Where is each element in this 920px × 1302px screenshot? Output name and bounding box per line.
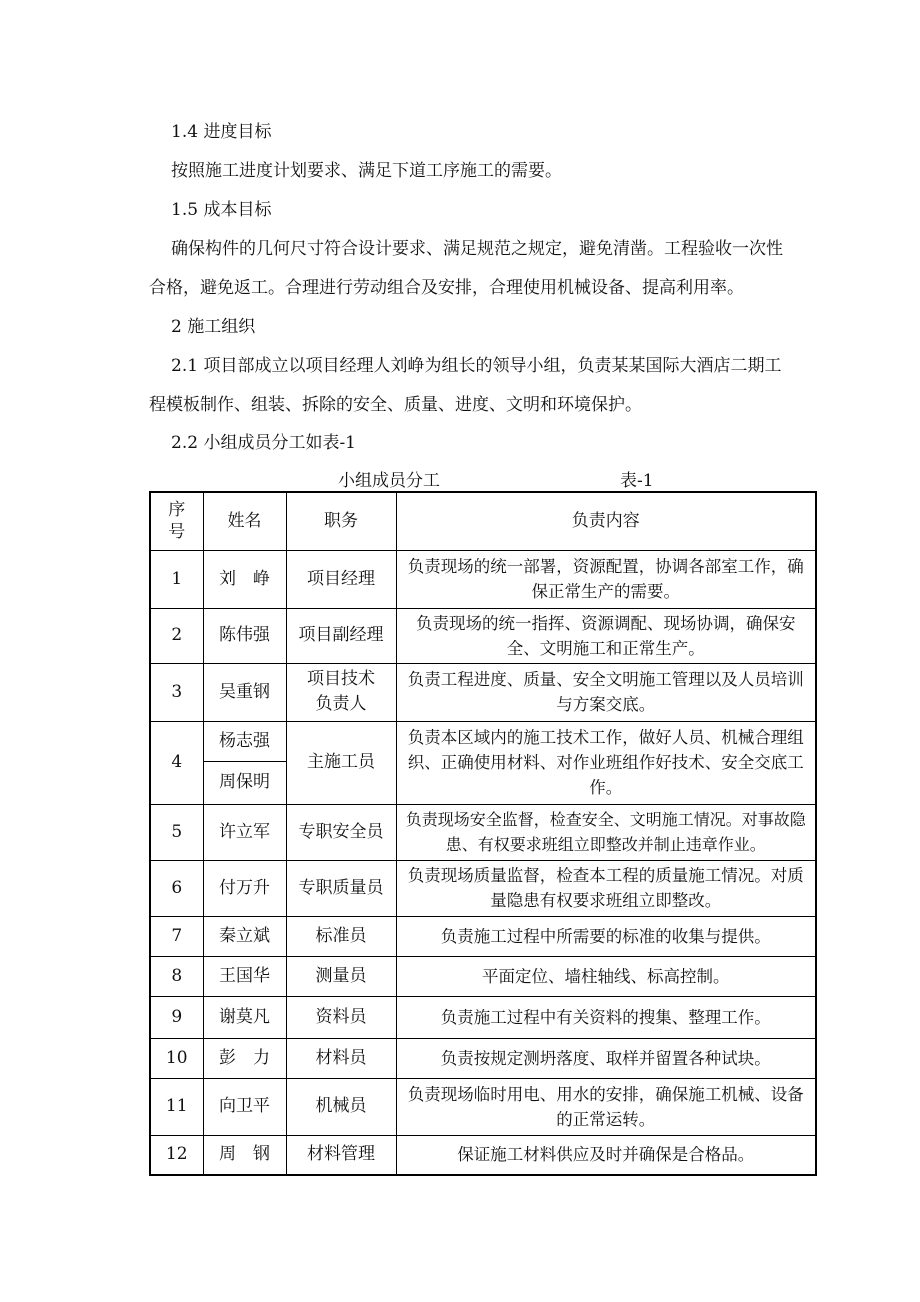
section-1-5-heading: 1.5 成本目标 [171, 200, 272, 220]
cell-role: 主施工员 [286, 721, 396, 804]
cell-duty: 负责按规定测坍落度、取样并留置各种试块。 [396, 1038, 816, 1078]
table-row [150, 1135, 816, 1175]
header-duty: 负责内容 [396, 492, 816, 550]
section-2-1-text-line1: 2.1 项目部成立以项目经理人刘峥为组长的领导小组，负责某某国际大酒店二期工 [171, 356, 782, 376]
cell-name: 吴重钢 [203, 663, 286, 721]
table-header-row [150, 492, 816, 550]
table-caption-ref: 表-1 [620, 471, 654, 491]
cell-no: 4 [150, 721, 203, 804]
cell-duty: 负责施工过程中所需要的标准的收集与提供。 [396, 916, 816, 956]
section-2-2-text: 2.2 小组成员分工如表-1 [171, 433, 356, 453]
cell-duty: 负责现场质量监督，检查本工程的质量施工情况。对质量隐患有权要求班组立即整改。 [396, 860, 816, 916]
cell-no: 10 [150, 1038, 203, 1078]
header-no: 序号 [150, 492, 203, 550]
section-1-4-heading: 1.4 进度目标 [171, 122, 272, 142]
cell-name: 刘 峥 [203, 550, 286, 608]
table-row [150, 1078, 816, 1135]
header-role: 职务 [286, 492, 396, 550]
cell-no: 8 [150, 956, 203, 996]
cell-role: 项目技术负责人 [286, 663, 396, 721]
table-row [150, 860, 816, 916]
section-1-5-text-line2: 合格，避免返工。合理进行劳动组合及安排，合理使用机械设备、提高利用率。 [149, 278, 744, 298]
cell-duty: 负责现场临时用电、用水的安排，确保施工机械、设备的正常运转。 [396, 1078, 816, 1135]
cell-duty: 负责本区域内的施工技术工作，做好人员、机械合理组织、正确使用材料、对作业班组作好技术、安全交底工作。 [396, 721, 816, 804]
cell-role: 测量员 [286, 956, 396, 996]
table-row [150, 804, 816, 860]
cell-name: 彭 力 [203, 1038, 286, 1078]
cell-role: 项目副经理 [286, 608, 396, 663]
cell-name: 杨志强 [203, 721, 286, 761]
section-1-5-text-line1: 确保构件的几何尺寸符合设计要求、满足规范之规定，避免清凿。工程验收一次性 [171, 239, 783, 259]
cell-duty: 平面定位、墙柱轴线、标高控制。 [396, 956, 816, 996]
table-row [150, 550, 816, 608]
cell-name: 陈伟强 [203, 608, 286, 663]
cell-role: 标准员 [286, 916, 396, 956]
cell-role: 项目经理 [286, 550, 396, 608]
cell-role: 专职质量员 [286, 860, 396, 916]
section-2-1-text-line2: 程模板制作、组装、拆除的安全、质量、进度、文明和环境保护。 [149, 395, 642, 415]
members-table [149, 491, 817, 1176]
cell-name: 王国华 [203, 956, 286, 996]
cell-duty: 负责现场的统一部署，资源配置，协调各部室工作，确保正常生产的需要。 [396, 550, 816, 608]
table-row [150, 1038, 816, 1078]
table-caption: 小组成员分工 [338, 471, 440, 491]
cell-no: 11 [150, 1078, 203, 1135]
cell-duty: 负责施工过程中有关资料的搜集、整理工作。 [396, 996, 816, 1038]
cell-name: 周保明 [203, 761, 286, 804]
cell-name: 谢莫凡 [203, 996, 286, 1038]
section-2-heading: 2 施工组织 [171, 317, 256, 337]
cell-no: 6 [150, 860, 203, 916]
cell-role: 机械员 [286, 1078, 396, 1135]
cell-role: 专职安全员 [286, 804, 396, 860]
cell-no: 1 [150, 550, 203, 608]
table-row [150, 608, 816, 663]
cell-name: 向卫平 [203, 1078, 286, 1135]
cell-duty: 负责工程进度、质量、安全文明施工管理以及人员培训与方案交底。 [396, 663, 816, 721]
cell-duty: 保证施工材料供应及时并确保是合格品。 [396, 1135, 816, 1175]
cell-name: 付万升 [203, 860, 286, 916]
table-row [150, 996, 816, 1038]
cell-no: 9 [150, 996, 203, 1038]
section-1-4-text: 按照施工进度计划要求、满足下道工序施工的需要。 [171, 161, 562, 181]
cell-role: 资料员 [286, 996, 396, 1038]
cell-name: 周 钢 [203, 1135, 286, 1175]
cell-no: 5 [150, 804, 203, 860]
cell-no: 7 [150, 916, 203, 956]
cell-name: 秦立斌 [203, 916, 286, 956]
cell-no: 12 [150, 1135, 203, 1175]
cell-no: 3 [150, 663, 203, 721]
cell-role: 材料员 [286, 1038, 396, 1078]
table-row [150, 956, 816, 996]
table-row [150, 663, 816, 721]
cell-role: 材料管理 [286, 1135, 396, 1175]
cell-name: 许立军 [203, 804, 286, 860]
table-row [150, 721, 816, 761]
cell-duty: 负责现场的统一指挥、资源调配、现场协调，确保安全、文明施工和正常生产。 [396, 608, 816, 663]
cell-no: 2 [150, 608, 203, 663]
cell-duty: 负责现场安全监督，检查安全、文明施工情况。对事故隐患、有权要求班组立即整改并制止违章作业。 [396, 804, 816, 860]
header-name: 姓名 [203, 492, 286, 550]
table-row [150, 916, 816, 956]
